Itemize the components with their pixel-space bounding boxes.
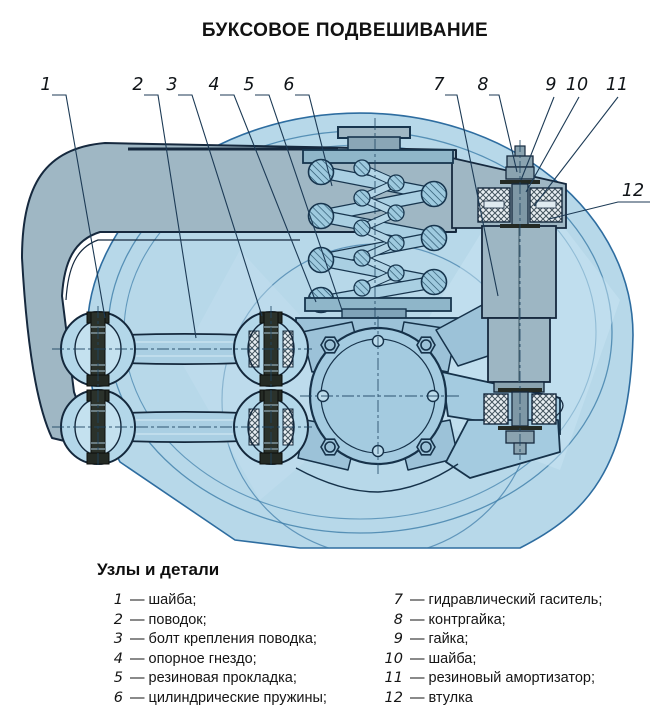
spring-top-cap-step [348,137,400,151]
rubber-block-left [484,394,508,424]
legend-item-4 [97,650,369,670]
callout-7: 7 [433,75,445,95]
legend-item-3 [97,630,369,650]
callout-11: 11 [605,75,629,95]
legend-item-text: — шайба; [130,592,197,608]
legend-item-10 [377,650,602,670]
legend-item-text: — болт крепления поводка; [130,631,317,647]
legend-item-number: 9 [393,631,403,647]
callout-3: 3 [166,75,178,95]
legend-item-number: 6 [113,689,123,706]
page-title: БУКСОВОЕ ПОДВЕШИВАНИЕ [201,20,489,41]
legend-item-9 [377,630,602,650]
legend-item-1 [97,591,369,611]
legend-item-text: — поводок; [130,611,207,628]
legend-column-right [377,591,602,708]
legend-item-2 [97,611,369,631]
legend-heading: Узлы и детали [97,560,220,579]
legend [0,552,664,708]
legend-item-6 [97,689,369,709]
callout-8: 8 [477,75,489,95]
legend-item-text: — шайба; [410,650,477,667]
rubber-block-right [532,394,556,424]
legend-item-11 [377,669,602,689]
callout-12: 12 [621,181,645,201]
legend-item-number: 4 [113,650,123,667]
legend-item-7 [377,591,602,611]
legend-item-8 [377,611,602,631]
callout-4: 4 [208,75,220,95]
callout-9: 9 [545,75,557,95]
legend-item-text: — опорное гнездо; [130,650,257,667]
legend-item-text: — гидравлический гаситель; [410,592,603,608]
legend-item-5 [97,669,369,689]
legend-item-text: — втулка [410,689,473,706]
legend-item-text: — гайка; [410,631,469,647]
legend-item-number: 2 [113,611,123,628]
legend-item-number: 3 [113,631,123,647]
callout-2: 2 [132,75,144,95]
legend-item-number: 11 [384,670,403,686]
hydraulic-damper [478,146,563,454]
leader-11 [534,97,618,206]
legend-item-text: — контргайка; [410,611,506,628]
legend-item-number: 5 [113,670,123,686]
legend-item-number: 10 [384,650,403,667]
legend-item-number: 7 [393,592,403,608]
legend-item-number: 8 [393,611,403,628]
callout-1: 1 [40,75,52,95]
legend-item-number: 12 [384,689,403,706]
legend-item-text: — резиновая прокладка; [130,670,297,686]
legend-item-text: — цилиндрические пружины; [130,689,327,706]
callout-6: 6 [283,75,295,95]
legend-item-12 [377,689,602,709]
callout-5: 5 [243,75,255,95]
callout-10: 10 [565,75,589,95]
legend-item-number: 1 [113,592,123,608]
legend-column-left [97,591,369,708]
legend-item-text: — резиновый амортизатор; [410,670,596,686]
